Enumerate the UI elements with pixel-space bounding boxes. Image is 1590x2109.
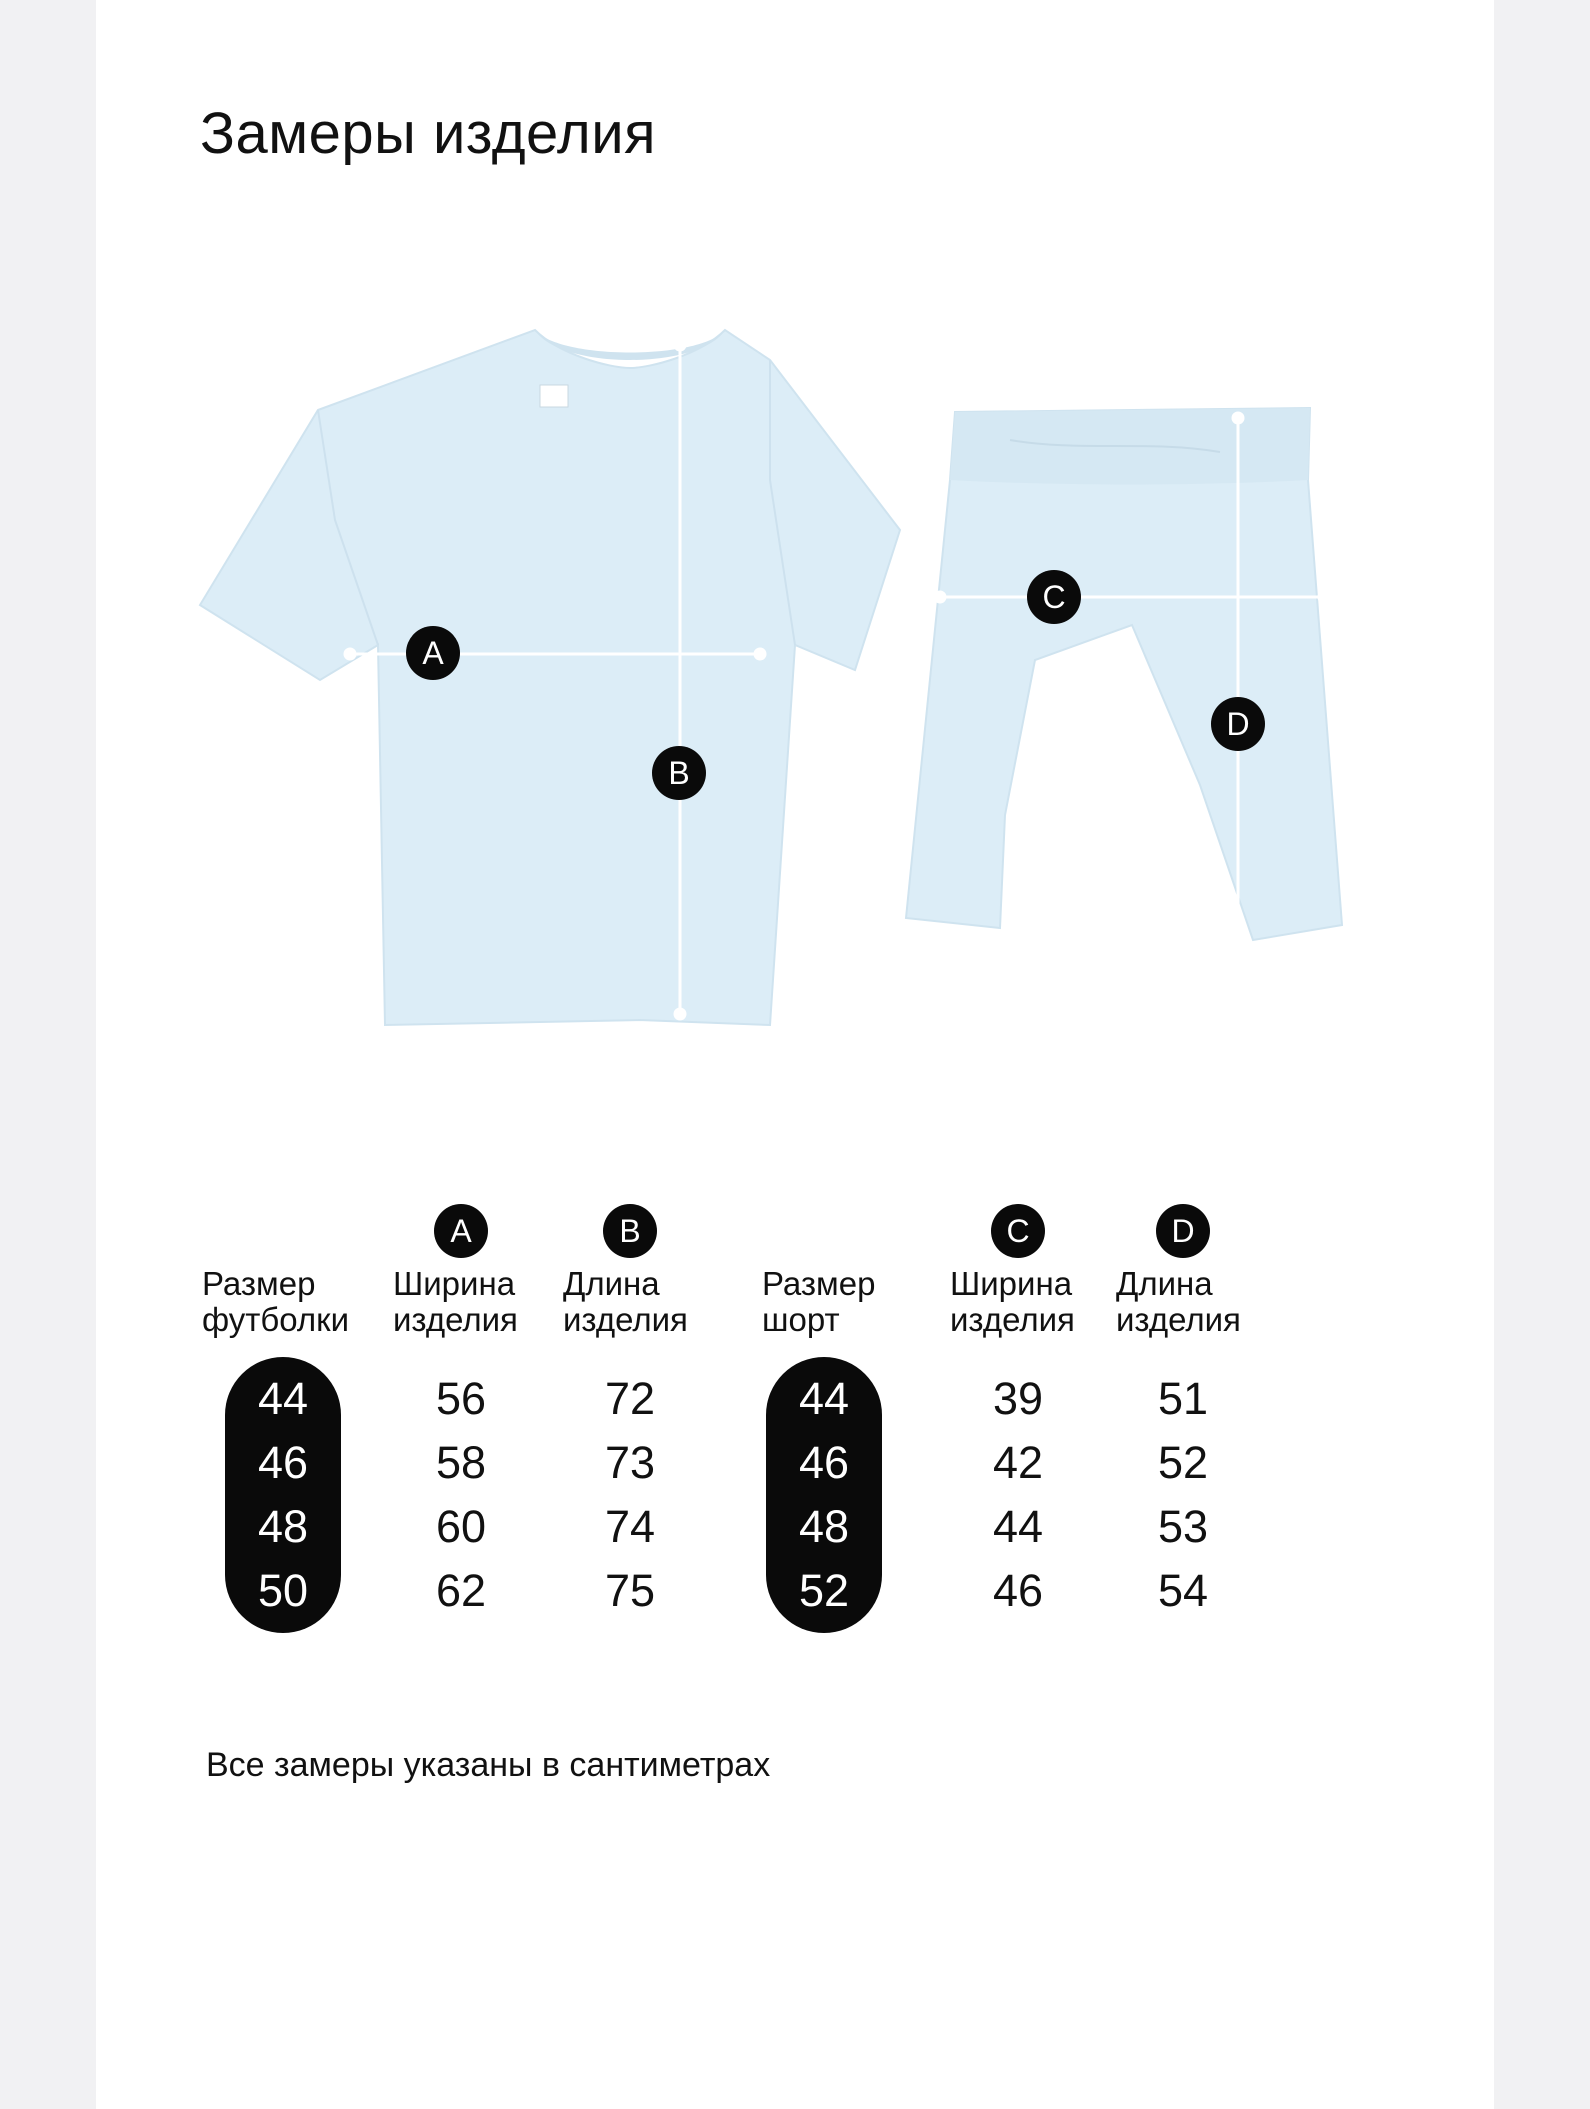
shorts-size-48: 48 (798, 1501, 850, 1552)
tshirt-length-value: 72 (604, 1373, 656, 1424)
shorts-size-header (762, 1266, 875, 1338)
shorts-size-header-line2: шорт (762, 1301, 840, 1338)
shorts-length-header (1116, 1266, 1241, 1338)
shorts-size-52: 52 (798, 1565, 850, 1616)
tshirt-width-header-line2: изделия (393, 1301, 518, 1338)
tshirt-width-header-line1: Ширина (393, 1265, 516, 1302)
marker-c-badge: C (1027, 570, 1081, 624)
shorts-width-value: 39 (992, 1373, 1044, 1424)
marker-d-badge: D (1211, 697, 1265, 751)
tshirt-length-value: 74 (604, 1501, 656, 1552)
tshirt-length-header (563, 1266, 688, 1338)
tshirt-size-48: 48 (257, 1501, 309, 1552)
tshirt-size-header (202, 1266, 349, 1338)
shorts-width-value: 46 (992, 1565, 1044, 1616)
tshirt-image (200, 330, 900, 1025)
shorts-length-header-line1: Длина (1116, 1265, 1213, 1302)
tshirt-length-header-line1: Длина (563, 1265, 660, 1302)
tshirt-size-header-line2: футболки (202, 1301, 350, 1338)
marker-b-badge: B (652, 746, 706, 800)
shorts-width-value: 44 (992, 1501, 1044, 1552)
col-b-badge: B (603, 1204, 657, 1258)
shorts-width-header-line2: изделия (950, 1301, 1075, 1338)
shorts-length-header-line2: изделия (1116, 1301, 1241, 1338)
tshirt-length-header-line2: изделия (563, 1301, 688, 1338)
tshirt-width-value: 56 (435, 1373, 487, 1424)
shorts-image (906, 408, 1342, 940)
shorts-width-header (950, 1266, 1075, 1338)
tshirt-length-value: 75 (604, 1565, 656, 1616)
col-a-badge: A (434, 1204, 488, 1258)
shorts-size-44: 44 (798, 1373, 850, 1424)
shorts-size-46: 46 (798, 1437, 850, 1488)
tshirt-width-value: 60 (435, 1501, 487, 1552)
col-c-badge: C (991, 1204, 1045, 1258)
col-d-badge: D (1156, 1204, 1210, 1258)
units-footnote: Все замеры указаны в сантиметрах (206, 1746, 771, 1784)
shorts-width-value: 42 (992, 1437, 1044, 1488)
tshirt-length-value: 73 (604, 1437, 656, 1488)
tshirt-width-value: 58 (435, 1437, 487, 1488)
shorts-length-value: 53 (1157, 1501, 1209, 1552)
tshirt-size-46: 46 (257, 1437, 309, 1488)
tshirt-width-header (393, 1266, 518, 1338)
tshirt-size-header-line1: Размер (202, 1265, 316, 1302)
page-title: Замеры изделия (200, 101, 657, 166)
shorts-width-header-line1: Ширина (950, 1265, 1073, 1302)
shorts-length-value: 51 (1157, 1373, 1209, 1424)
marker-a-badge: A (406, 626, 460, 680)
shorts-size-header-line1: Размер (762, 1265, 876, 1302)
tshirt-size-44: 44 (257, 1373, 309, 1424)
tshirt-width-value: 62 (435, 1565, 487, 1616)
shorts-length-value: 52 (1157, 1437, 1209, 1488)
tshirt-size-50: 50 (257, 1565, 309, 1616)
shorts-length-value: 54 (1157, 1565, 1209, 1616)
